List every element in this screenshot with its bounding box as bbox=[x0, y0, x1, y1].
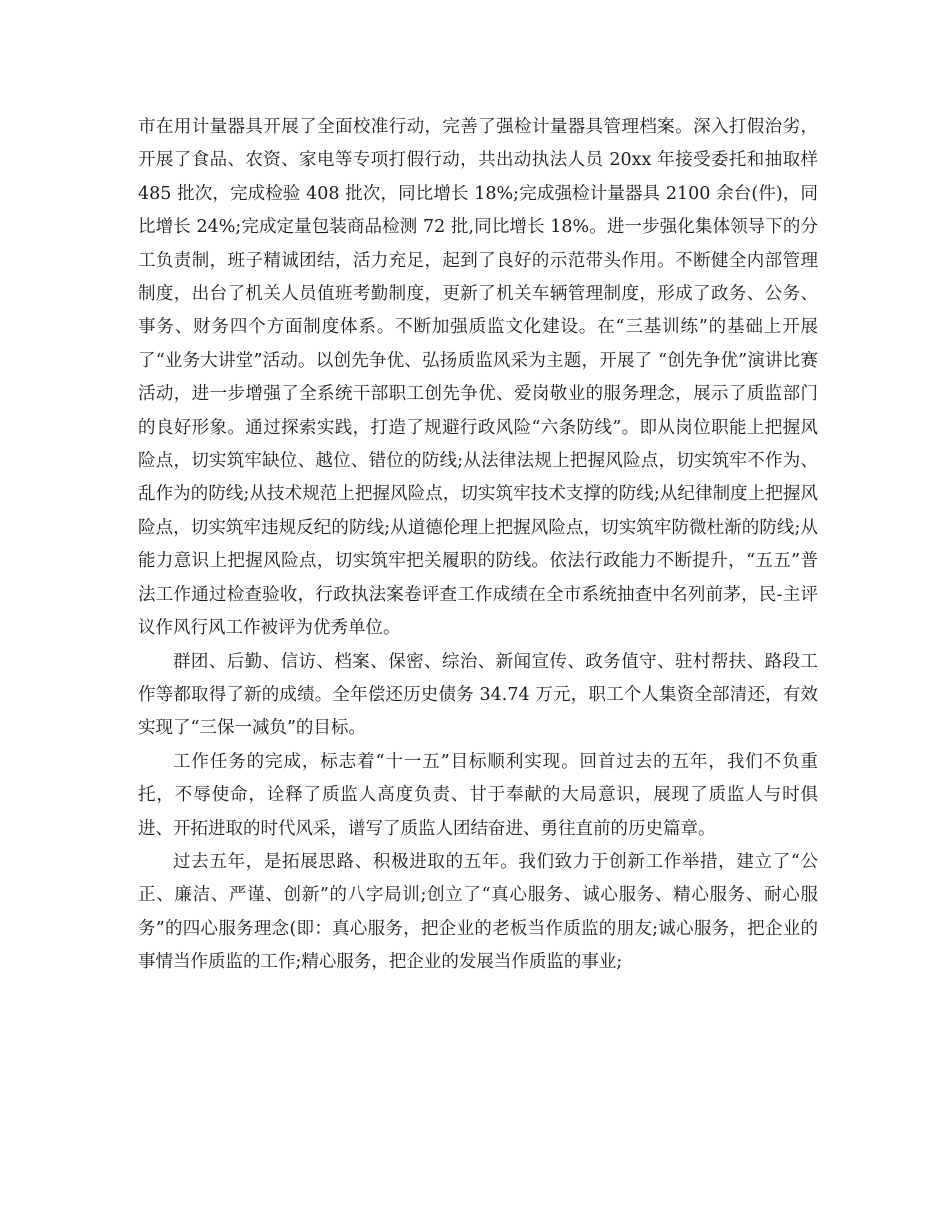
paragraph-1: 市在用计量器具开展了全面校准行动，完善了强检计量器具管理档案。深入打假治劣，开展了食品、农资、家电等专项打假行动，共出动执法人员 20xx 年接受委托和抽取样 485 批次，完成检验 408 批次，同比增长 18%;完成强检计量器具 2100 余台(件)，同比增长 24%;完成定量包装商品检测 72 批,同比增长 18%。进一步强化集体领导下的分工负责制，班子精诚团结，活力充足，起到了良好的示范带头作用。不断健全内部管理制度，出台了机关人员值班考勤制度，更新了机关车辆管理制度，形成了政务、公务、事务、财务四个方面制度体系。不断加强质监文化建设。在“三基训练”的基础上开展了“业务大讲堂”活动。以创先争优、弘扬质监风采为主题，开展了 “创先争优”演讲比赛活动，进一步增强了全系统干部职工创先争优、爱岗敬业的服务理念，展示了质监部门的良好形象。通过探索实践，打造了规避行政风险“六条防线”。即从岗位职能上把握风险点，切实筑牢缺位、越位、错位的防线;从法律法规上把握风险点，切实筑牢不作为、乱作为的防线;从技术规范上把握风险点，切实筑牢技术支撑的防线;从纪律制度上把握风险点，切实筑牢违规反纪的防线;从道德伦理上把握风险点，切实筑牢防微杜渐的防线;从能力意识上把握风险点，切实筑牢把关履职的防线。依法行政能力不断提升，“五五”普法工作通过检查验收，行政执法案卷评查工作成绩在全市系统抽查中名列前茅，民-主评议作风行风工作被评为优秀单位。 bbox=[138, 117, 818, 639]
paragraph-4: 过去五年，是拓展思路、积极进取的五年。我们致力于创新工作举措，建立了“公正、廉洁、严谨、创新”的八字局训;创立了“真心服务、诚心服务、精心服务、耐心服务”的四心服务理念(即：真心服务，把企业的老板当作质监的朋友;诚心服务，把企业的事情当作质监的工作;精心服务，把企业的发展当作质监的事业; bbox=[138, 851, 818, 973]
paragraph-2: 群团、后勤、信访、档案、保密、综治、新闻宣传、政务值守、驻村帮扶、路段工作等都取得了新的成绩。全年偿还历史债务 34.74 万元，职工个人集资全部清还，有效实现了“三保一减负”的目标。 bbox=[138, 651, 818, 739]
paragraph-3: 工作任务的完成，标志着“十一五”目标顺利实现。回首过去的五年，我们不负重托，不辱使命，诠释了质监人高度负责、甘于奉献的大局意识，展现了质监人与时俱进、开拓进取的时代风采，谱写了质监人团结奋进、勇往直前的历史篇章。 bbox=[138, 751, 818, 839]
document-body bbox=[138, 111, 818, 980]
